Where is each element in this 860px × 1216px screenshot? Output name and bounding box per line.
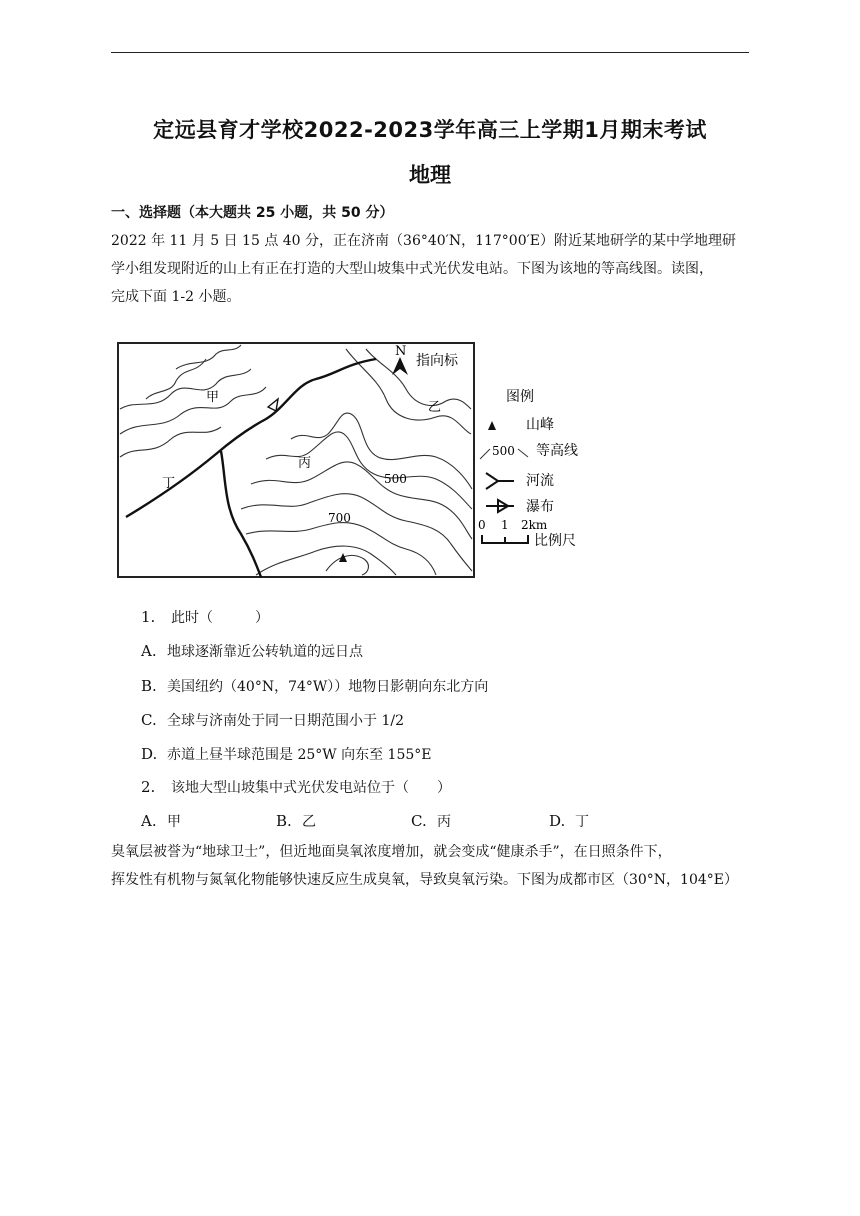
passage-line: 挥发性有机物与氮氧化物能够快速反应生成臭氧，导致臭氧污染。下图为成都市区（30°N，104°E）: [111, 872, 739, 888]
option-label: B.: [141, 677, 157, 695]
legend-contour-line-right: [518, 449, 528, 457]
q2-option-c: [411, 811, 451, 831]
option-label: A.: [141, 642, 157, 660]
contour-label-700: 700: [328, 511, 351, 525]
legend-waterfall-icon: [486, 500, 514, 512]
legend-contour-label: 等高线: [536, 443, 578, 459]
q2-option-b: [276, 811, 316, 831]
river: [126, 359, 376, 517]
legend-contour-line: [480, 449, 490, 459]
passage-2: [111, 838, 751, 894]
option-label: D.: [549, 812, 566, 830]
option-text: 地球逐渐靠近公转轨道的远日点: [167, 644, 363, 660]
option-label: C.: [411, 812, 427, 830]
q1-option-d: [141, 744, 432, 764]
legend-river-icon: [486, 473, 514, 489]
question-stem: 该地大型山坡集中式光伏发电站位于（ ）: [171, 780, 451, 796]
option-text: 全球与济南处于同一日期范围小于 1/2: [167, 713, 404, 729]
compass-label: 指向标: [416, 353, 458, 369]
north-arrow-icon: [392, 357, 408, 375]
legend-title: 图例: [506, 389, 534, 405]
intro-paragraph: [111, 227, 751, 311]
place-yi: 乙: [428, 400, 442, 415]
river-tributary: [221, 451, 261, 577]
peak-icon: [339, 553, 347, 562]
place-bing: 丙: [298, 456, 312, 471]
north-label: N: [395, 344, 407, 359]
scale-tick-2: 2km: [521, 518, 548, 532]
scale-label: 比例尺: [534, 533, 576, 549]
waterfall-icon: [268, 399, 278, 411]
question-number: 2.: [141, 778, 156, 796]
legend-contour-value: 500: [492, 444, 515, 458]
q1-option-c: [141, 710, 404, 730]
q2-option-d: [549, 811, 589, 831]
place-ding: 丁: [162, 476, 176, 491]
option-label: D.: [141, 745, 158, 763]
place-jia: 甲: [206, 390, 220, 405]
question-number: 1.: [141, 608, 156, 626]
question-1: [141, 607, 269, 627]
scale-bar: [482, 535, 528, 543]
exam-title: 定远县育才学校2022-2023学年高三上学期1月期末考试: [153, 118, 707, 142]
map-frame: [118, 343, 474, 577]
option-text: 美国纽约（40°N，74°W））地物日影朝向东北方向: [167, 679, 489, 695]
option-text: 赤道上昼半球范围是 25°W 向东至 155°E: [167, 747, 432, 763]
intro-line: 2022 年 11 月 5 日 15 点 40 分，正在济南（36°40′N，117°00′E）附近某地研学的某中学地理研: [111, 233, 737, 249]
header-rule: [111, 52, 749, 53]
contour-label-500: 500: [384, 472, 407, 486]
contour-lines: [120, 345, 472, 575]
legend-river-label: 河流: [526, 473, 554, 489]
option-label: A.: [141, 812, 157, 830]
q1-option-a: [141, 641, 363, 661]
option-text: 甲: [167, 814, 181, 830]
contour-map: [116, 339, 616, 581]
section-heading: 一、选择题（本大题共 25 小题，共 50 分）: [111, 205, 394, 221]
legend-peak-label: 山峰: [526, 417, 554, 433]
q1-option-b: [141, 676, 488, 696]
question-2: [141, 777, 451, 797]
scale-tick-1: 1: [501, 518, 509, 532]
option-text: 丙: [437, 814, 451, 830]
intro-line: 学小组发现附近的山上有正在打造的大型山坡集中式光伏发电站。下图为该地的等高线图。读图，: [111, 261, 713, 277]
option-text: 乙: [302, 814, 316, 830]
q2-option-a: [141, 811, 181, 831]
legend-waterfall-label: 瀑布: [526, 499, 554, 515]
scale-tick-0: 0: [478, 518, 486, 532]
subject-title: 地理: [409, 163, 451, 187]
passage-line: 臭氧层被誉为“地球卫士”，但近地面臭氧浓度增加，就会变成“健康杀手”，在日照条件下，: [111, 844, 672, 860]
intro-line: 完成下面 1-2 小题。: [111, 289, 241, 305]
option-text: 丁: [575, 814, 589, 830]
option-label: B.: [276, 812, 292, 830]
option-label: C.: [141, 711, 157, 729]
question-stem: 此时（ ）: [171, 610, 269, 626]
legend-peak-icon: [488, 421, 496, 430]
